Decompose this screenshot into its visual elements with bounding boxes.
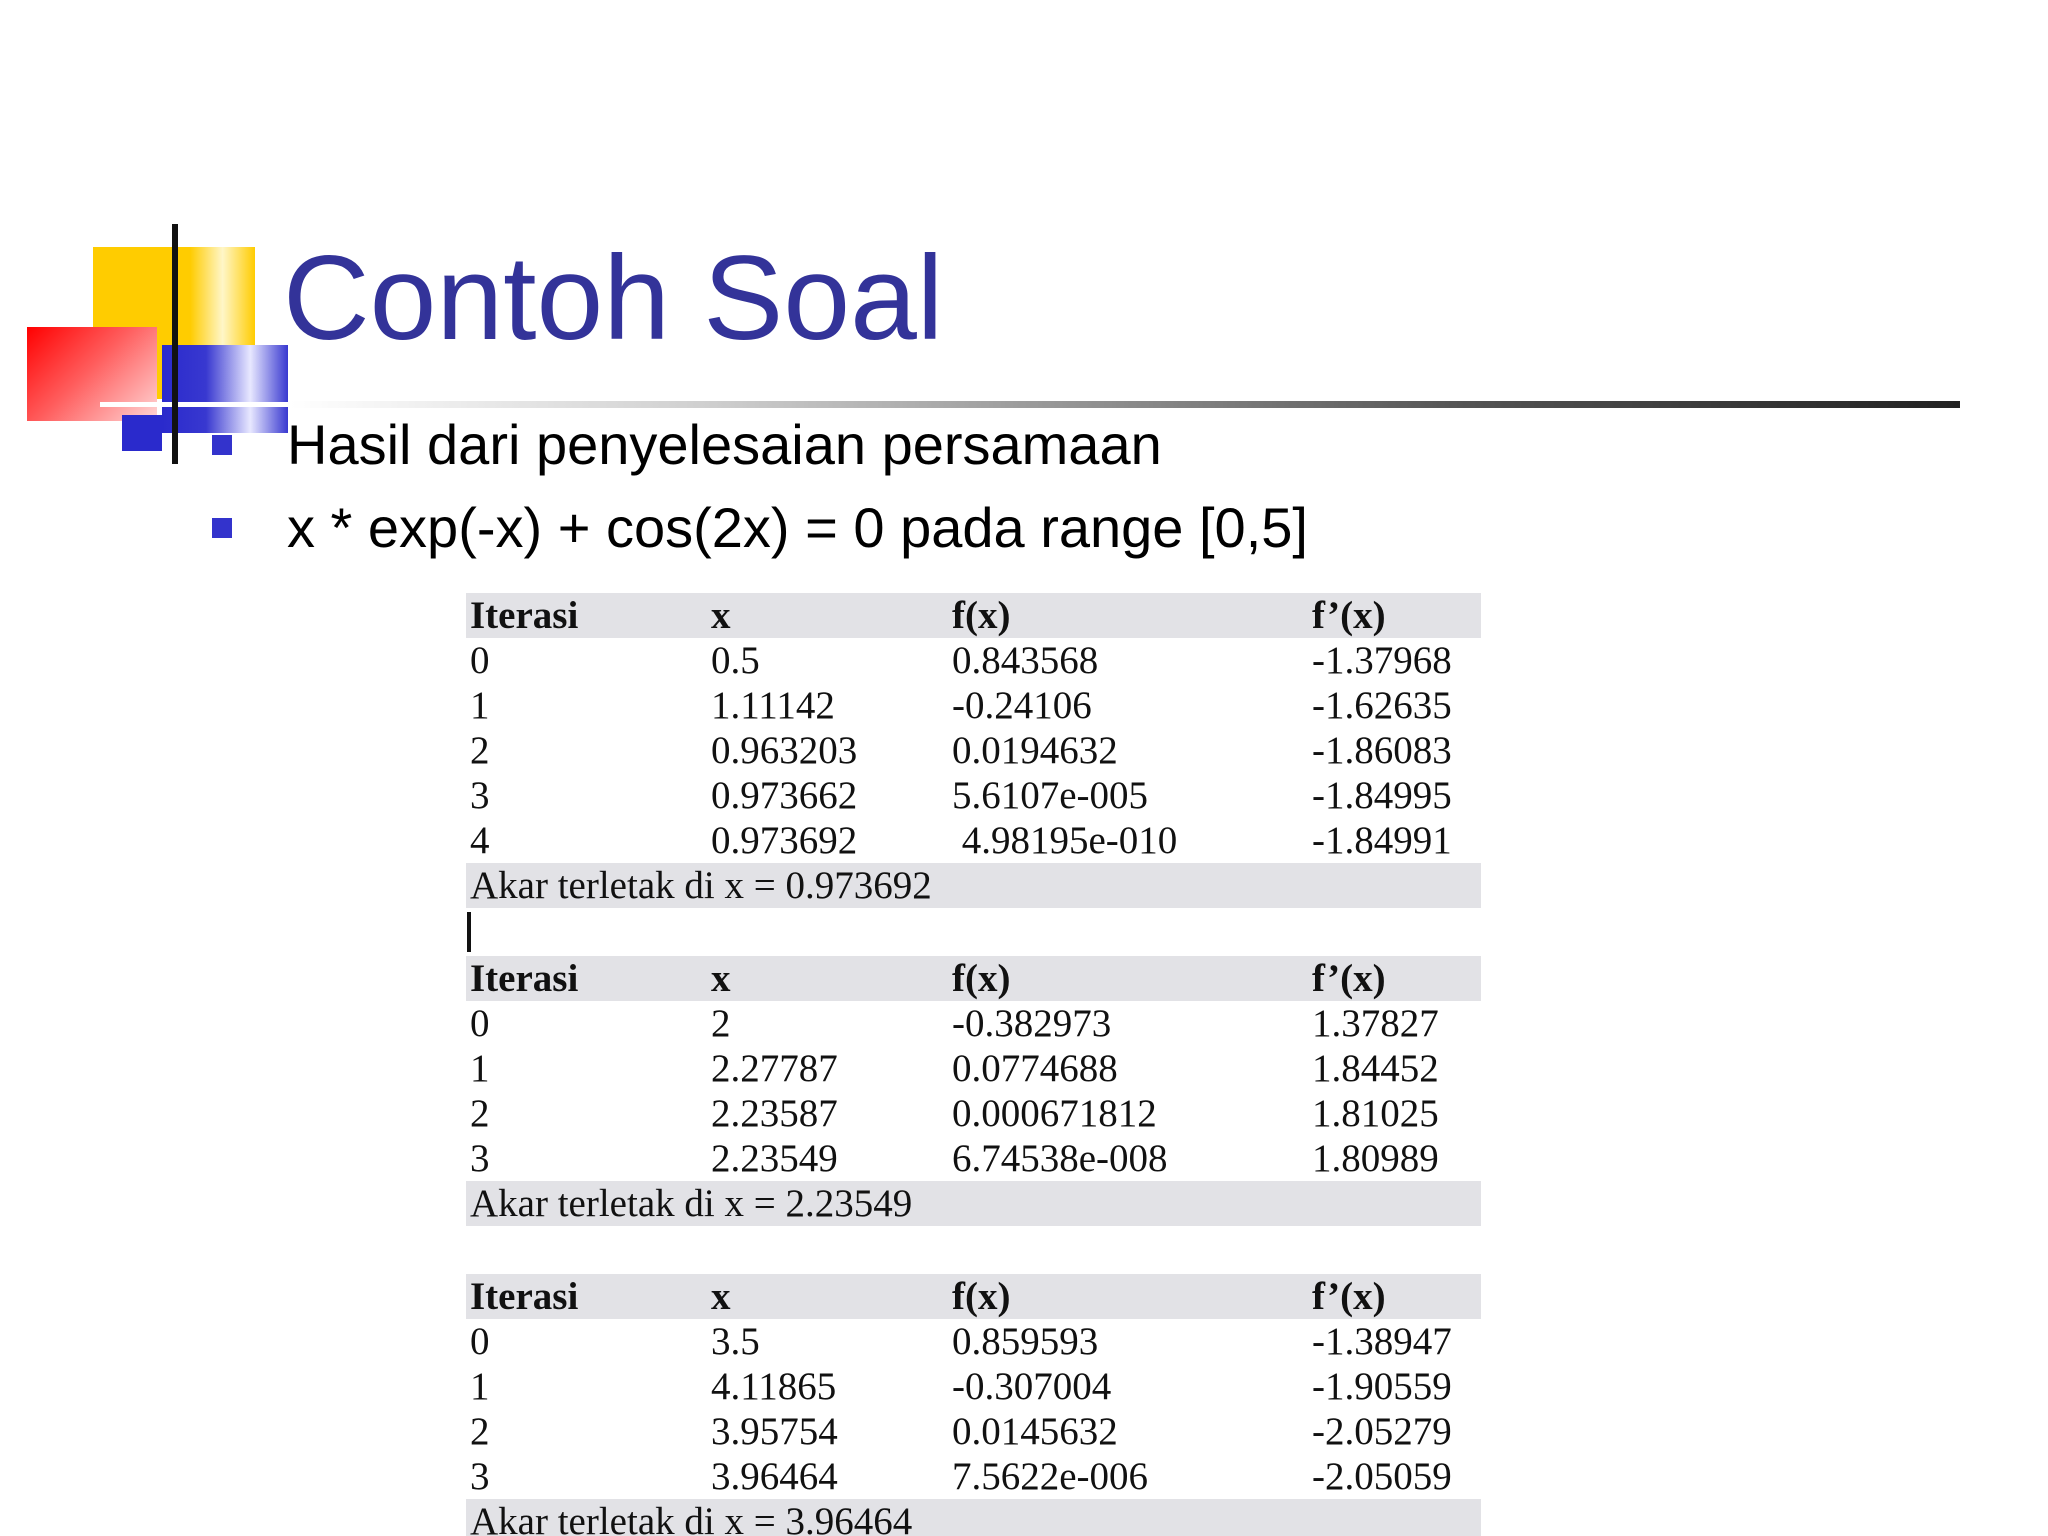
table-row	[466, 818, 1481, 863]
cell-iterasi: 2	[470, 1092, 490, 1135]
table-header	[466, 956, 1481, 1001]
header-fx: f(x)	[952, 957, 1011, 1000]
title-divider	[290, 401, 1960, 408]
cell-iterasi: 1	[470, 1047, 490, 1090]
table-header	[466, 593, 1481, 638]
table-row	[466, 773, 1481, 818]
result-text: Akar terletak di x = 3.96464	[470, 1500, 913, 1536]
cell-dfx: -1.37968	[1312, 639, 1452, 682]
cell-iterasi: 3	[470, 774, 490, 817]
cell-x: 3.5	[711, 1320, 760, 1363]
cell-iterasi: 0	[470, 1002, 490, 1045]
logo-horizontal-line	[100, 402, 290, 407]
cell-x: 2.27787	[711, 1047, 838, 1090]
header-dfx: f’(x)	[1312, 957, 1386, 1000]
cell-iterasi: 3	[470, 1455, 490, 1498]
table-header	[466, 1274, 1481, 1319]
cell-dfx: -2.05059	[1312, 1455, 1452, 1498]
table-row	[466, 1046, 1481, 1091]
cell-iterasi: 2	[470, 1410, 490, 1453]
bullet-item-1	[212, 410, 1162, 480]
cell-x: 0.5	[711, 639, 760, 682]
cell-fx: 6.74538e-008	[952, 1137, 1168, 1180]
header-dfx: f’(x)	[1312, 594, 1386, 637]
table-row	[466, 638, 1481, 683]
table-row	[466, 683, 1481, 728]
header-iterasi: Iterasi	[470, 1275, 579, 1318]
bullet-item-2	[212, 493, 1308, 563]
header-fx: f(x)	[952, 594, 1011, 637]
table-row	[466, 1409, 1481, 1454]
cell-x: 2.23549	[711, 1137, 838, 1180]
header-x: x	[711, 957, 731, 1000]
cell-fx: 0.0194632	[952, 729, 1118, 772]
cell-iterasi: 1	[470, 1365, 490, 1408]
header-x: x	[711, 594, 731, 637]
blue-small-square-decoration	[122, 415, 162, 451]
cell-dfx: -2.05279	[1312, 1410, 1452, 1453]
cell-iterasi: 4	[470, 819, 490, 862]
logo-vertical-line	[172, 224, 178, 464]
cell-dfx: -1.38947	[1312, 1320, 1452, 1363]
decorative-logo	[0, 0, 300, 480]
cell-fx: 0.0145632	[952, 1410, 1118, 1453]
header-dfx: f’(x)	[1312, 1275, 1386, 1318]
text-cursor	[467, 912, 471, 952]
cell-iterasi: 2	[470, 729, 490, 772]
table-row	[466, 1136, 1481, 1181]
cell-dfx: 1.37827	[1312, 1002, 1439, 1045]
cell-x: 1.11142	[711, 684, 835, 727]
header-fx: f(x)	[952, 1275, 1011, 1318]
slide-title: Contoh Soal	[283, 231, 944, 365]
cell-iterasi: 0	[470, 639, 490, 682]
cell-fx: 4.98195e-010	[952, 819, 1178, 862]
cell-iterasi: 1	[470, 684, 490, 727]
cell-dfx: -1.84995	[1312, 774, 1452, 817]
table-result	[466, 1181, 1481, 1226]
cell-fx: 0.000671812	[952, 1092, 1157, 1135]
header-iterasi: Iterasi	[470, 957, 579, 1000]
table-row	[466, 1001, 1481, 1046]
cell-fx: -0.24106	[952, 684, 1092, 727]
table-result	[466, 863, 1481, 908]
header-x: x	[711, 1275, 731, 1318]
cell-fx: 0.843568	[952, 639, 1099, 682]
cell-x: 3.96464	[711, 1455, 838, 1498]
table-row	[466, 1454, 1481, 1499]
cell-iterasi: 3	[470, 1137, 490, 1180]
cell-x: 0.963203	[711, 729, 858, 772]
bullet-text: x * exp(-x) + cos(2x) = 0 pada range [0,5]	[287, 496, 1308, 559]
bullet-text: Hasil dari penyelesaian persamaan	[287, 413, 1162, 476]
cell-x: 0.973692	[711, 819, 858, 862]
iteration-table-1	[466, 593, 1481, 908]
table-row	[466, 728, 1481, 773]
table-row	[466, 1319, 1481, 1364]
cell-dfx: 1.81025	[1312, 1092, 1439, 1135]
table-result	[466, 1499, 1481, 1536]
cell-x: 2	[711, 1002, 731, 1045]
cell-dfx: -1.62635	[1312, 684, 1452, 727]
cell-x: 3.95754	[711, 1410, 838, 1453]
cell-fx: -0.382973	[952, 1002, 1112, 1045]
cell-fx: -0.307004	[952, 1365, 1112, 1408]
iteration-table-3	[466, 1274, 1481, 1536]
cell-dfx: 1.80989	[1312, 1137, 1439, 1180]
cell-dfx: 1.84452	[1312, 1047, 1439, 1090]
cell-x: 0.973662	[711, 774, 858, 817]
cell-x: 4.11865	[711, 1365, 837, 1408]
cell-x: 2.23587	[711, 1092, 838, 1135]
cell-fx: 7.5622e-006	[952, 1455, 1149, 1498]
header-iterasi: Iterasi	[470, 594, 579, 637]
cell-dfx: -1.90559	[1312, 1365, 1452, 1408]
table-row	[466, 1364, 1481, 1409]
iteration-table-2	[466, 956, 1481, 1226]
cell-fx: 0.859593	[952, 1320, 1099, 1363]
cell-dfx: -1.84991	[1312, 819, 1452, 862]
cell-dfx: -1.86083	[1312, 729, 1452, 772]
square-bullet-icon	[212, 518, 232, 538]
square-bullet-icon	[212, 435, 232, 455]
cell-fx: 5.6107e-005	[952, 774, 1149, 817]
table-row	[466, 1091, 1481, 1136]
result-text: Akar terletak di x = 2.23549	[470, 1182, 913, 1225]
cell-iterasi: 0	[470, 1320, 490, 1363]
cell-fx: 0.0774688	[952, 1047, 1118, 1090]
result-text: Akar terletak di x = 0.973692	[470, 864, 932, 907]
